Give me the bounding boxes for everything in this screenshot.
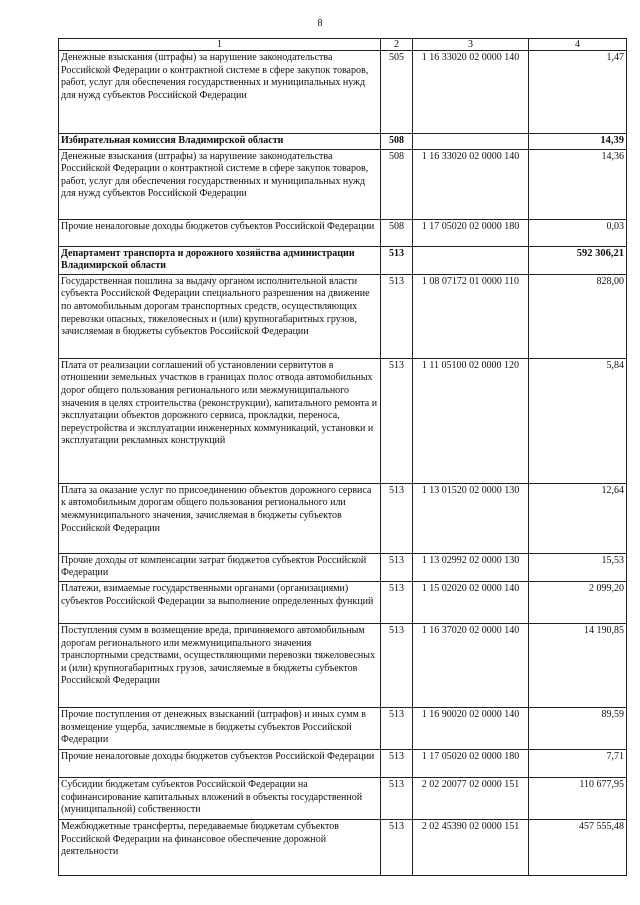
row-description: Прочие доходы от компенсации затрат бюджетов субъектов Российской Федерации bbox=[59, 553, 381, 581]
table-row bbox=[59, 777, 627, 819]
row-admin-code: 508 bbox=[381, 149, 413, 219]
table-row bbox=[59, 483, 627, 553]
row-admin-code: 505 bbox=[381, 51, 413, 134]
table-row bbox=[59, 246, 627, 274]
row-budget-code: 1 15 02020 02 0000 140 bbox=[413, 581, 529, 623]
row-admin-code: 513 bbox=[381, 274, 413, 358]
row-admin-code: 513 bbox=[381, 483, 413, 553]
row-budget-code: 1 16 33020 02 0000 140 bbox=[413, 51, 529, 134]
row-budget-code: 2 02 45390 02 0000 151 bbox=[413, 819, 529, 875]
row-admin-code: 513 bbox=[381, 246, 413, 274]
row-description: Денежные взыскания (штрафы) за нарушение законодательства Российской Федерации о контрактной системе в сфере закупок товаров, работ, услуг для обеспечения государственных и муниципальных нужд для нужд субъектов Российской Федерации bbox=[59, 51, 381, 134]
table-row bbox=[59, 553, 627, 581]
row-description: Поступления сумм в возмещение вреда, причиняемого автомобильным дорогам регионального или межмуниципального значения транспортными средствами, осуществляющими перевозки тяжеловесных и (или) крупногабаритных грузов, зачисляемые в бюджеты субъектов Российской Федерации bbox=[59, 623, 381, 707]
row-budget-code: 1 13 02992 02 0000 130 bbox=[413, 553, 529, 581]
row-budget-code: 1 16 37020 02 0000 140 bbox=[413, 623, 529, 707]
table-row bbox=[59, 51, 627, 134]
row-amount: 14,39 bbox=[529, 134, 627, 150]
row-budget-code: 2 02 20077 02 0000 151 bbox=[413, 777, 529, 819]
row-budget-code: 1 11 05100 02 0000 120 bbox=[413, 358, 529, 483]
row-amount: 7,71 bbox=[529, 749, 627, 777]
table-row bbox=[59, 623, 627, 707]
row-admin-code: 513 bbox=[381, 707, 413, 749]
row-description: Денежные взыскания (штрафы) за нарушение законодательства Российской Федерации о контрактной системе в сфере закупок товаров, работ, услуг для обеспечения государственных и муниципальных нужд для нужд субъектов Российской Федерации bbox=[59, 149, 381, 219]
row-amount: 1,47 bbox=[529, 51, 627, 134]
row-description: Государственная пошлина за выдачу органом исполнительной власти субъекта Российской Федерации специального разрешения на движение по автомобильным дорогам транспортных средств, осуществляющих перевозки опасных, тяжеловесных и (или) крупногабаритных грузов, зачисляемая в бюджеты субъектов Российской Федерации bbox=[59, 274, 381, 358]
row-admin-code: 513 bbox=[381, 623, 413, 707]
row-amount: 828,00 bbox=[529, 274, 627, 358]
row-amount: 12,64 bbox=[529, 483, 627, 553]
table-header-row bbox=[59, 39, 627, 51]
row-admin-code: 508 bbox=[381, 219, 413, 246]
row-budget-code: 1 08 07172 01 0000 110 bbox=[413, 274, 529, 358]
row-description: Прочие поступления от денежных взысканий (штрафов) и иных сумм в возмещение ущерба, зачисляемые в бюджеты субъектов Российской Федерации bbox=[59, 707, 381, 749]
row-budget-code: 1 17 05020 02 0000 180 bbox=[413, 219, 529, 246]
row-admin-code: 513 bbox=[381, 358, 413, 483]
revenue-table bbox=[58, 38, 627, 876]
row-budget-code: 1 16 33020 02 0000 140 bbox=[413, 149, 529, 219]
row-description: Прочие неналоговые доходы бюджетов субъектов Российской Федерации bbox=[59, 219, 381, 246]
table-row bbox=[59, 581, 627, 623]
row-admin-code: 513 bbox=[381, 553, 413, 581]
row-admin-code: 513 bbox=[381, 749, 413, 777]
row-admin-code: 513 bbox=[381, 819, 413, 875]
row-admin-code: 513 bbox=[381, 777, 413, 819]
column-header-3: 3 bbox=[413, 39, 529, 51]
column-header-1: 1 bbox=[59, 39, 381, 51]
row-amount: 14 190,85 bbox=[529, 623, 627, 707]
column-header-2: 2 bbox=[381, 39, 413, 51]
table-row bbox=[59, 749, 627, 777]
table-row bbox=[59, 149, 627, 219]
row-admin-code: 513 bbox=[381, 581, 413, 623]
row-amount: 457 555,48 bbox=[529, 819, 627, 875]
row-description: Платежи, взимаемые государственными органами (организациями) субъектов Российской Федерации за выполнение определенных функций bbox=[59, 581, 381, 623]
table-row bbox=[59, 274, 627, 358]
row-description: Плата за оказание услуг по присоединению объектов дорожного сервиса к автомобильным дорогам общего пользования регионального или межмуниципального значения, зачисляемая в бюджеты субъектов Российской Федерации bbox=[59, 483, 381, 553]
row-amount: 14,36 bbox=[529, 149, 627, 219]
row-amount: 2 099,20 bbox=[529, 581, 627, 623]
row-description: Субсидии бюджетам субъектов Российской Федерации на софинансирование капитальных вложений в объекты государственной (муниципальной) собственности bbox=[59, 777, 381, 819]
row-description: Межбюджетные трансферты, передаваемые бюджетам субъектов Российской Федерации на финансовое обеспечение дорожной деятельности bbox=[59, 819, 381, 875]
table-row bbox=[59, 219, 627, 246]
row-description: Избирательная комиссия Владимирской области bbox=[59, 134, 381, 150]
column-header-4: 4 bbox=[529, 39, 627, 51]
table-row bbox=[59, 358, 627, 483]
row-description: Плата от реализации соглашений об установлении сервитутов в отношении земельных участков в границах полос отвода автомобильных дорог общего пользования регионального или межмуниципального значения в целях строительства (реконструкции), капитального ремонта и эксплуатации объектов дорожного сервиса, прокладки, переноса, переустройства и эксплуатации инженерных коммуникаций, установки и эксплуатации рекламных конструкций bbox=[59, 358, 381, 483]
row-budget-code: 1 16 90020 02 0000 140 bbox=[413, 707, 529, 749]
row-budget-code bbox=[413, 134, 529, 150]
row-admin-code: 508 bbox=[381, 134, 413, 150]
row-amount: 89,59 bbox=[529, 707, 627, 749]
row-description: Прочие неналоговые доходы бюджетов субъектов Российской Федерации bbox=[59, 749, 381, 777]
row-budget-code bbox=[413, 246, 529, 274]
row-amount: 5,84 bbox=[529, 358, 627, 483]
row-description: Департамент транспорта и дорожного хозяйства администрации Владимирской области bbox=[59, 246, 381, 274]
page-number: 8 bbox=[317, 18, 323, 29]
table-row bbox=[59, 819, 627, 875]
row-amount: 15,53 bbox=[529, 553, 627, 581]
row-amount: 110 677,95 bbox=[529, 777, 627, 819]
row-budget-code: 1 13 01520 02 0000 130 bbox=[413, 483, 529, 553]
table-row bbox=[59, 134, 627, 150]
table-row bbox=[59, 707, 627, 749]
row-budget-code: 1 17 05020 02 0000 180 bbox=[413, 749, 529, 777]
row-amount: 0,03 bbox=[529, 219, 627, 246]
row-amount: 592 306,21 bbox=[529, 246, 627, 274]
